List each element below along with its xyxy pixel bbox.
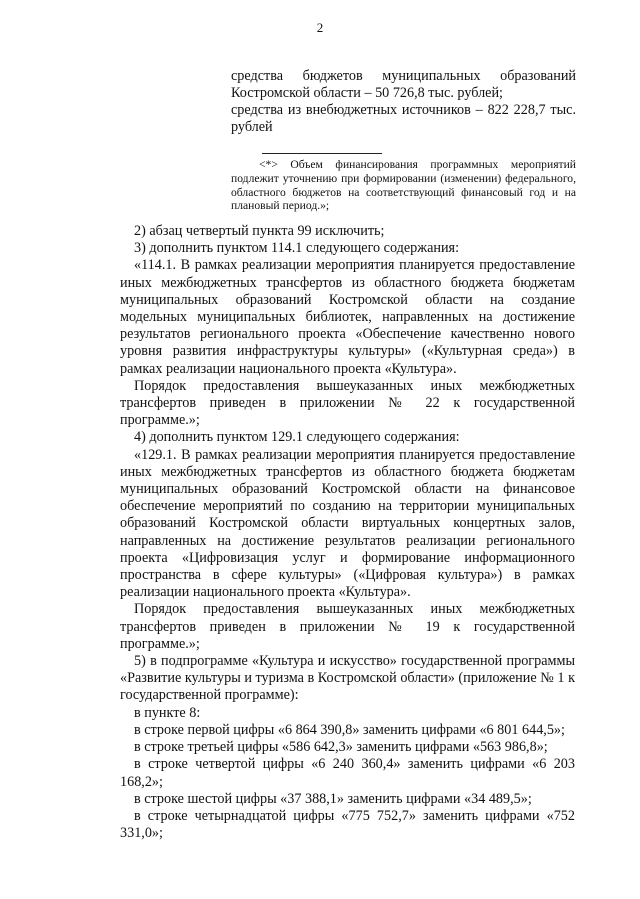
paragraph: в строке первой цифры «6 864 390,8» заменить цифрами «6 801 644,5»; <box>134 721 565 738</box>
paragraph: в строке третьей цифры «586 642,3» заменить цифрами «563 986,8»; <box>134 739 548 756</box>
paragraph: в строке шестой цифры «37 388,1» заменить цифрами «34 489,5»; <box>134 790 532 807</box>
footnote-text: <*> Объем финансирования программных мероприятий подлежит уточнению при формировании (изменении) федерального, областного бюджетов на соответствующий финансовый год и на плановый период.»; <box>231 158 576 213</box>
footnote-separator <box>262 153 382 154</box>
paragraph: Порядок предоставления вышеуказанных иных межбюджетных трансфертов приведен в приложении № 19 к государственной программе.»; <box>120 601 575 652</box>
paragraph: «114.1. В рамках реализации мероприятия планируется предоставление иных межбюджетных трансфертов из областного бюджета бюджетам муниципальных образований Костромской области на создание модельных муниципальных библиотек, направленных на достижение результатов регионального проекта «Обеспечение качественно нового уровня развития инфраструктуры культуры» («Культурная среда») в рамках реализации национального проекта «Культура». <box>120 257 575 377</box>
paragraph: 4) дополнить пунктом 129.1 следующего содержания: <box>134 429 460 446</box>
paragraph: 3) дополнить пунктом 114.1 следующего содержания: <box>134 240 460 257</box>
paragraph: 2) абзац четвертый пункта 99 исключить; <box>134 223 385 239</box>
paragraph: в строке четвертой цифры «6 240 360,4» заменить цифрами «6 203 168,2»; <box>120 756 575 790</box>
funding-line-municipal: средства бюджетов муниципальных образований Костромской области – 50 726,8 тыс. рублей; <box>231 68 576 101</box>
paragraph: Порядок предоставления вышеуказанных иных межбюджетных трансфертов приведен в приложении № 22 к государственной программе.»; <box>120 377 575 429</box>
funding-lines <box>231 68 576 136</box>
paragraph: «129.1. В рамках реализации мероприятия планируется предоставление иных межбюджетных трансфертов из областного бюджета бюджетам муниципальных образований Костромской области на финансовое обеспечение мероприятий по созданию на территории муниципальных образований Костромской области виртуальных концертных залов, направленных на достижение результатов реализации регионального проекта «Цифровизация услуг и формирование информационного пространства в сфере культуры» («Цифровая культура») в рамках реализации национального проекта «Культура». <box>120 446 575 601</box>
footnote <box>231 158 576 213</box>
page-number: 2 <box>316 20 324 35</box>
document-body <box>120 223 575 842</box>
funding-line-extrabudgetary: средства из внебюджетных источников – 822 228,7 тыс. рублей <box>231 102 576 135</box>
paragraph: в пункте 8: <box>134 704 201 721</box>
paragraph: 5) в подпрограмме «Культура и искусство» государственной программы «Развитие культуры и туризма в Костромской области» (приложение № 1 к государственной программе): <box>120 653 575 704</box>
paragraph: в строке четырнадцатой цифры «775 752,7» заменить цифрами «752 331,0»; <box>120 807 575 842</box>
